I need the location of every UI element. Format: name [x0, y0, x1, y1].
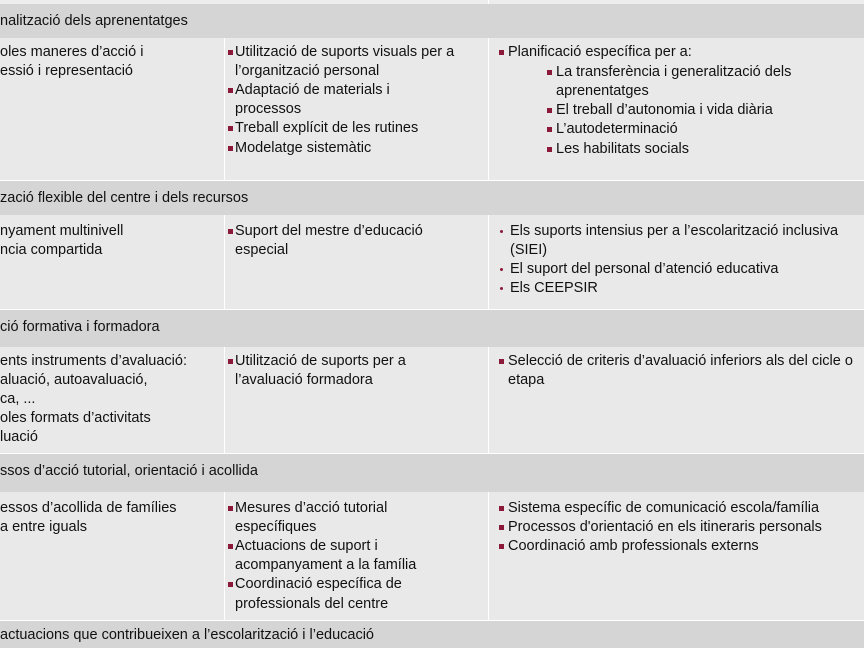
list-item: La transferència i generalització dels [556, 64, 792, 80]
square-bullet-icon [547, 127, 552, 132]
list-item: Suport del mestre d’educació [235, 223, 423, 239]
square-bullet-icon [547, 108, 552, 113]
cell-measures [0, 492, 225, 620]
table-row [0, 215, 864, 309]
list-item: específiques [235, 519, 317, 535]
round-bullet-icon [500, 268, 503, 271]
square-bullet-icon [499, 359, 504, 364]
list-item: Planificació específica per a: [508, 44, 692, 60]
square-bullet-icon [228, 544, 233, 549]
square-bullet-icon [228, 50, 233, 55]
list-item: El suport del personal d’atenció educativa [510, 261, 779, 277]
cell-supports [225, 215, 489, 309]
cell-supports [225, 38, 489, 180]
cell-measures [0, 347, 225, 453]
square-bullet-icon [228, 506, 233, 511]
cell-measures [0, 38, 225, 180]
list-item: Els suports intensius per a l’escolarització inclusiva [510, 223, 839, 239]
list-item: professionals del centre [235, 596, 389, 612]
square-bullet-icon [499, 506, 504, 511]
section-heading-label: actuacions que contribueixen a l’escolarització i l’educació [0, 627, 374, 643]
list-item: especial [235, 242, 289, 258]
section-heading-label: nalització dels aprenentatges [0, 13, 188, 29]
section-heading [0, 621, 864, 648]
list-item: Les habilitats socials [556, 141, 689, 157]
cell-text: a entre iguals [0, 519, 88, 535]
list-item: etapa [508, 372, 545, 388]
square-bullet-icon [228, 582, 233, 587]
cell-text: ca, ... [0, 391, 36, 407]
list-item: l’avaluació formadora [235, 372, 373, 388]
cell-text: ents instruments d’avaluació: [0, 353, 187, 369]
square-bullet-icon [547, 70, 552, 75]
round-bullet-icon [500, 287, 503, 290]
square-bullet-icon [228, 359, 233, 364]
cell-text: luació [0, 429, 38, 445]
section-heading [0, 454, 864, 492]
cell-text: aluació, autoavaluació, [0, 372, 148, 388]
cell-text: oles maneres d’acció i [0, 44, 144, 60]
square-bullet-icon [228, 88, 233, 93]
cell-text: essió i representació [0, 63, 133, 79]
square-bullet-icon [228, 146, 233, 151]
table-row [0, 38, 864, 180]
table-row [0, 347, 864, 453]
list-item: Selecció de criteris d’avaluació inferiors als del cicle o [508, 353, 853, 369]
cell-text: nyament multinivell [0, 223, 124, 239]
cell-intensive-supports [489, 492, 864, 620]
section-heading [0, 181, 864, 215]
cell-intensive-supports [489, 38, 864, 180]
cell-text: ncia compartida [0, 242, 103, 258]
list-item: Coordinació amb professionals externs [508, 538, 759, 554]
square-bullet-icon [228, 126, 233, 131]
table-row [0, 492, 864, 620]
list-item: aprenentatges [556, 83, 649, 99]
list-item: Mesures d’acció tutorial [235, 500, 388, 516]
list-item: El treball d’autonomia i vida diària [556, 102, 773, 118]
section-heading-label: zació flexible del centre i dels recursos [0, 190, 249, 206]
list-item: (SIEI) [510, 242, 548, 258]
cell-text: oles formats d’activitats [0, 410, 151, 426]
square-bullet-icon [499, 544, 504, 549]
list-item: Utilització de suports per a [235, 353, 406, 369]
list-item: l’organització personal [235, 63, 380, 79]
cell-intensive-supports [489, 215, 864, 309]
round-bullet-icon [500, 230, 503, 233]
cell-supports [225, 347, 489, 453]
square-bullet-icon [499, 50, 504, 55]
list-item: Coordinació específica de [235, 576, 402, 592]
list-item: Treball explícit de les rutines [235, 120, 419, 136]
list-item: Actuacions de suport i [235, 538, 378, 554]
square-bullet-icon [228, 229, 233, 234]
cell-intensive-supports [489, 347, 864, 453]
list-item: Els CEEPSIR [510, 280, 598, 296]
section-heading [0, 4, 864, 38]
list-item: processos [235, 101, 302, 117]
square-bullet-icon [547, 147, 552, 152]
section-heading [0, 310, 864, 347]
cell-supports [225, 492, 489, 620]
list-item: Utilització de suports visuals per a [235, 44, 455, 60]
cell-text: essos d’acollida de famílies [0, 500, 177, 516]
list-item: acompanyament a la família [235, 557, 417, 573]
list-item: Sistema específic de comunicació escola/família [508, 500, 820, 516]
list-item: Adaptació de materials i [235, 82, 390, 98]
list-item: Modelatge sistemàtic [235, 140, 372, 156]
square-bullet-icon [499, 525, 504, 530]
section-heading-label: ció formativa i formadora [0, 319, 160, 335]
section-heading-label: ssos d’acció tutorial, orientació i acollida [0, 463, 258, 479]
list-item: Processos d'orientació en els itineraris personals [508, 519, 822, 535]
list-item: L’autodeterminació [556, 121, 678, 137]
cell-measures [0, 215, 225, 309]
